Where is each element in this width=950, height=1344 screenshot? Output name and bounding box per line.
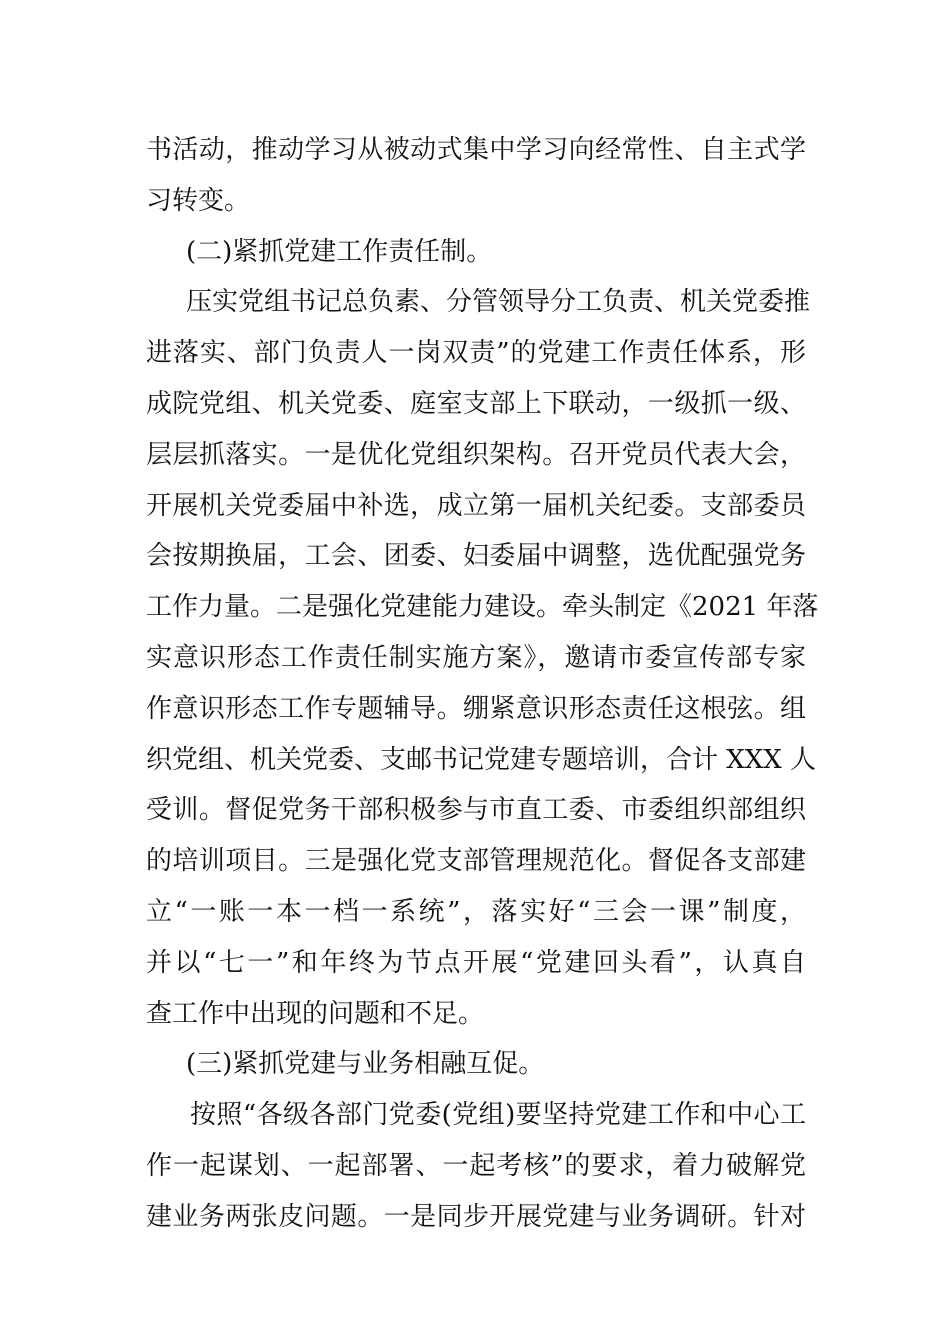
text-line: 进落实、部门负责人一岗双责”的党建工作责任体系，形 [146, 338, 806, 369]
document-body [146, 125, 819, 1243]
section-heading: (二)紧抓党建工作责任制。 [186, 236, 493, 267]
text-line: 层层抓落实。一是优化党组织架构。召开党员代表大会， [146, 439, 806, 470]
text-line: 织党组、机关党委、支邮书记党建专题培训，合计 XXX 人 [146, 744, 817, 775]
text-line: 作一起谋划、一起部署、一起考核”的要求，着力破解党 [146, 1150, 806, 1181]
text-line: 立“一账一本一档一系统”，落实好“三会一课”制度， [146, 896, 806, 927]
section-heading: (三)紧抓党建与业务相融互促。 [186, 1049, 545, 1080]
paragraph-first-line: 压实党组书记总负素、分管领导分工负责、机关党委推 [186, 287, 811, 318]
paragraph-first-line: 按照“各级各部门党委(党组)要坚持党建工作和中心工 [190, 1100, 806, 1131]
text-line: 书活动，推动学习从被动式集中学习向经常性、自主式学 [146, 135, 806, 165]
text-line: 习转变。 [146, 185, 251, 216]
text-line: 并以“七一”和年终为节点开展“党建回头看”，认真自 [146, 947, 806, 978]
text-line: 建业务两张皮问题。一是同步开展党建与业务调研。针对 [146, 1201, 806, 1232]
text-line: 成院党组、机关党委、庭室支部上下联动，一级抓一级、 [146, 388, 806, 419]
text-line: 工作力量。二是强化党建能力建设。牵头制定《2021 年落 [146, 592, 819, 623]
text-line: 查工作中出现的问题和不足。 [146, 998, 485, 1029]
text-line: 受训。督促党务干部积极参与市直工委、市委组织部组织 [146, 795, 806, 826]
text-line: 的培训项目。三是强化党支部管理规范化。督促各支部建 [146, 846, 806, 877]
text-line: 会按期换届，工会、团委、妇委届中调整，选优配强党务 [146, 541, 806, 572]
text-line: 作意识形态工作专题辅导。绷紧意识形态责任这根弦。组 [146, 693, 806, 724]
text-line: 开展机关党委届中补选，成立第一届机关纪委。支部委员 [146, 490, 806, 521]
text-line: 实意识形态工作责任制实施方案》，邀请市委宣传部专家 [146, 642, 806, 673]
